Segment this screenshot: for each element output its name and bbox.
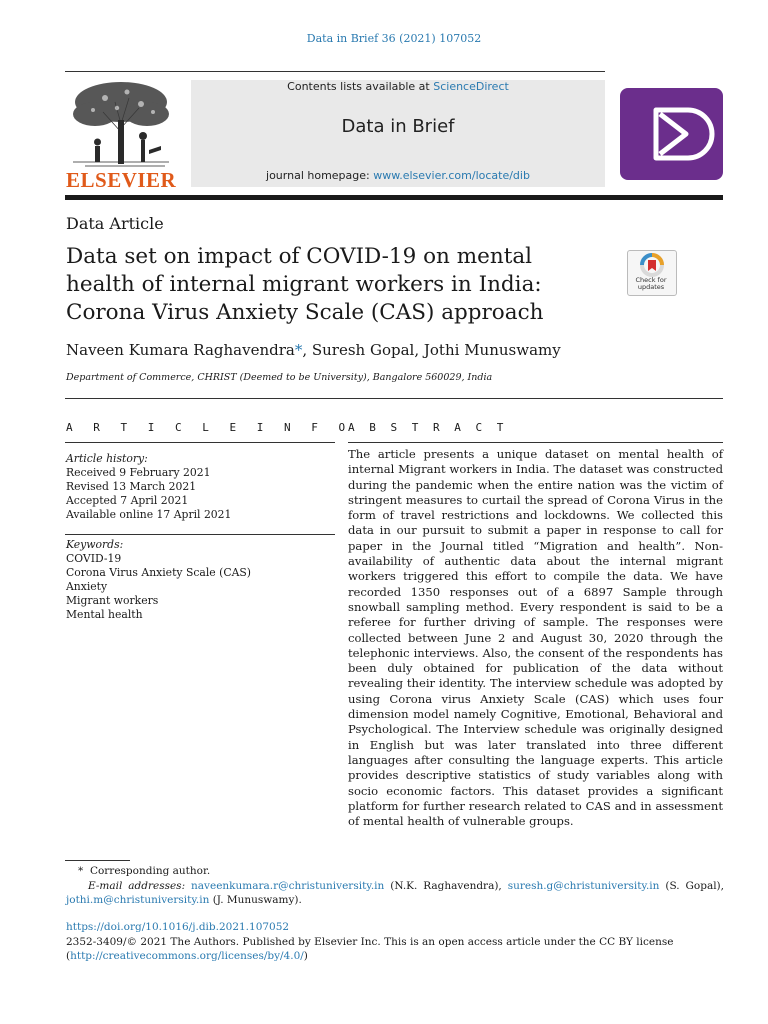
email-owner: (N.K. Raghavendra), [390, 880, 502, 892]
header-rule [65, 71, 605, 72]
elsevier-logo-text: ELSEVIER [66, 168, 177, 192]
email-link[interactable]: jothi.m@christuniversity.in [66, 893, 210, 906]
corresponding-footnote [78, 865, 210, 879]
keyword: Anxiety [66, 580, 108, 593]
check-updates-icon [628, 251, 676, 279]
history-item: Revised 13 March 2021 [66, 480, 197, 493]
sciencedirect-link[interactable]: ScienceDirect [433, 80, 509, 93]
homepage-line [191, 169, 605, 182]
license-paren-close: ) [303, 950, 308, 962]
keyword: Mental health [66, 608, 143, 621]
email-link[interactable]: naveenkumara.r@christuniversity.in [191, 880, 385, 892]
corresponding-text: Corresponding author. [89, 865, 211, 877]
title-rule [65, 398, 723, 399]
contents-line [191, 80, 605, 93]
doi-link[interactable]: https://doi.org/10.1016/j.dib.2021.107052 [66, 921, 290, 933]
keywords-label: Keywords: [66, 538, 124, 551]
journal-title: Data in Brief [341, 116, 455, 137]
email-footnote [66, 880, 724, 907]
abstract-rule [348, 442, 723, 443]
footnote-rule [65, 860, 130, 861]
journal-cover-icon [620, 88, 723, 180]
info-rule-top [65, 442, 335, 443]
corresponding-mark[interactable]: * [294, 341, 303, 359]
history-item: Accepted 7 April 2021 [66, 494, 189, 507]
article-title: Data set on impact of COVID-19 on mental health of internal migrant workers in India: Corona Virus Anxiety Scale (CAS) approach [66, 244, 544, 325]
keyword: COVID-19 [66, 552, 122, 565]
contents-prefix: Contents lists available at [287, 80, 434, 93]
email-label: E-mail addresses: [88, 880, 186, 892]
email-owner: (J. Munuswamy). [212, 893, 302, 906]
author-name[interactable]: Naveen Kumara Raghavendra [66, 341, 295, 359]
article-type: Data Article [66, 214, 164, 233]
abstract-text: The article presents a unique dataset on mental health of internal Migrant workers in India. The dataset was constructed during the pandemic when the entire nation was the victim of stringent measures to curtail the spread of Corona Virus in the form of travel restrictions and lockdowns. We collected this data in our pursuit to submit a paper in response to call for paper in the Journal titled “Migration and health”. Non-availability of authentic data about the internal migrant workers triggered this effort to compile the data. We have recorded 1350 responses out of a 6897 Sample through snowball sampling method. Every respondent is said to be a referee for further driving of sample. The responses were collected between June 2 and August 30, 2020 through the telephonic interviews. Also, the consent of the respondents has been duly obtained for publication of the data without revealing their identity. The interview schedule was adopted by using Corona virus Anxiety Scale (CAS) which uses four dimension model namely Cognitive, Emotional, Behavioral and Psychological. The Interview schedule was originally designed in English but was later translated into three different languages after consulting the language experts. This article provides descriptive statistics of study variables along with socio economic factors. This dataset provides a significant platform for further research related to CAS and in assessment of mental health of vulnerable groups. [348, 447, 723, 829]
article-info-heading: A R T I C L E I N F O [66, 421, 353, 434]
license-link[interactable]: http://creativecommons.org/licenses/by/4.0/ [70, 950, 304, 962]
author-list: Naveen Kumara Raghavendra*, Suresh Gopal, Jothi Munuswamy [66, 341, 561, 359]
footnote-star: * [78, 865, 84, 877]
keyword: Migrant workers [66, 594, 159, 607]
info-rule-mid [65, 534, 335, 535]
keywords [66, 538, 251, 622]
journal-homepage-link[interactable]: www.elsevier.com/locate/dib [373, 169, 530, 182]
author-name[interactable]: Suresh Gopal [311, 341, 415, 359]
history-item: Received 9 February 2021 [66, 466, 211, 479]
journal-citation[interactable]: Data in Brief 36 (2021) 107052 [306, 32, 482, 45]
header-thick-rule [65, 195, 723, 200]
history-label: Article history: [66, 452, 148, 465]
copyright-notice [66, 935, 724, 963]
history-item: Available online 17 April 2021 [66, 508, 232, 521]
author-name[interactable]: Jothi Munuswamy [423, 341, 561, 359]
affiliation: Department of Commerce, CHRIST (Deemed to be University), Bangalore 560029, India [66, 372, 493, 383]
email-owner: (S. Gopal), [665, 880, 724, 892]
check-updates-label: Check for updates [635, 276, 667, 291]
license-paren-open: ( [66, 950, 71, 962]
keyword: Corona Virus Anxiety Scale (CAS) [66, 566, 251, 579]
homepage-prefix: journal homepage: [266, 169, 374, 182]
copyright-text: 2352-3409/© 2021 The Authors. Published by Elsevier Inc. This is an open access article under the CC BY license [66, 936, 674, 948]
abstract-heading: A B S T R A C T [348, 421, 508, 434]
email-link[interactable]: suresh.g@christuniversity.in [507, 880, 660, 892]
article-history [66, 452, 231, 522]
